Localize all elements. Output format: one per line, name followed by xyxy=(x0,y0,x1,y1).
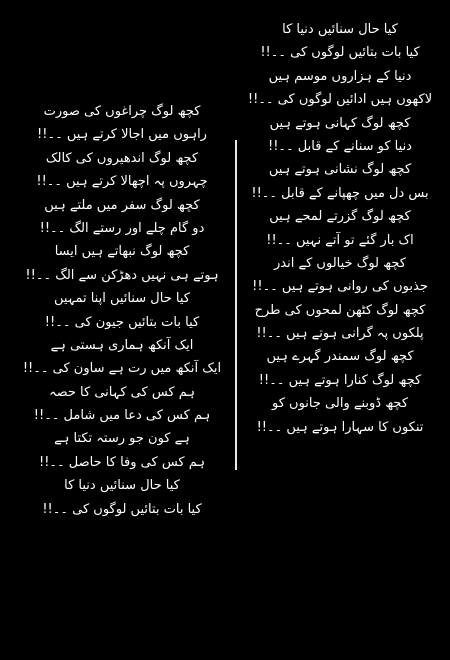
poem-line: کچھ لوگ گزرتے لمحے ہیں xyxy=(269,209,411,225)
poem-line: کیا حال سنائیں دنیا کا xyxy=(282,22,398,37)
poem-line: کیا حال سنائیں اپنا تمہیں xyxy=(54,291,190,307)
poem-line: ہم کس کی دعا میں شامل ۔۔!! xyxy=(33,408,211,424)
poem-line: دنیا کے ہزاروں موسم ہیں xyxy=(268,68,412,84)
poem-line: کچھ لوگ نشانی ہوتے ہیں xyxy=(268,162,412,178)
poem-line: کچھ لوگ خیالوں کے اندر xyxy=(274,255,406,271)
poem-line: کچھ لوگ چراغوں کی صورت xyxy=(43,104,201,119)
poem-line: چہروں پہ اچھالا کرتے ہیں ۔۔!! xyxy=(36,174,208,190)
poem-line: ایک آنکھ میں رت ہے ساون کی ۔۔!! xyxy=(22,361,222,377)
poem-line: کچھ لوگ سمندر گہرے ہیں xyxy=(266,349,414,365)
poem-line: کچھ لوگ کہانی ہوتے ہیں xyxy=(269,115,411,131)
poem-line: کچھ لوگ کنارا ہوتے ہیں ۔۔!! xyxy=(258,372,422,388)
poem-line: ہم کس کی وفا کا حاصل ۔۔!! xyxy=(39,454,205,470)
poem-line: دنیا کو سنانے کے قابل ۔۔!! xyxy=(268,138,412,154)
poem-line: کچھ لوگ نبھاتے ہیں ایسا xyxy=(54,244,190,260)
poem-line: کیا بات بتائیں لوگوں کی ۔۔!! xyxy=(42,501,202,517)
poem-line: اک بار گئے تو آتے نہیں ۔۔!! xyxy=(266,232,414,248)
poem-line: جذبوں کی روانی ہوتے ہیں ۔۔!! xyxy=(252,279,428,295)
poem-line: کیا بات بتائیں جیون کی ۔۔!! xyxy=(44,314,200,330)
poem-line: کچھ لوگ اندھیروں کی کالک xyxy=(45,150,199,166)
poem-line: کچھ ڈوبنے والی جانوں کو xyxy=(271,396,409,412)
poem-line: کیا بات بتائیں لوگوں کی ۔۔!! xyxy=(260,45,420,61)
poem-line: ہے کون جو رستہ تکتا ہے xyxy=(54,431,190,447)
poem-left-column xyxy=(14,100,230,521)
poem-line: ایک آنکھ ہماری ہستی ہے xyxy=(50,337,194,353)
poem-line: بس دل میں چھپانے کے قابل ۔۔!! xyxy=(251,185,429,201)
poem-line: دو گام چلے اور رستے الگ ۔۔!! xyxy=(39,220,205,236)
poem-line: ہوتے ہی نہیں دھڑکن سے الگ ۔۔!! xyxy=(25,267,219,283)
poem-line: راہوں میں اجالا کرتے ہیں ۔۔!! xyxy=(37,127,207,143)
poem-right-column xyxy=(240,18,440,439)
poem-line: تنکوں کا سہارا ہوتے ہیں ۔۔!! xyxy=(256,419,424,435)
poem-line: کچھ لوگ کٹھن لمحوں کی طرح xyxy=(254,302,426,318)
poem-line: ہم کس کی کہانی کا حصہ xyxy=(48,384,195,400)
poem-line: کیا حال سنائیں دنیا کا xyxy=(64,478,180,494)
poem-line: پلکوں پہ گرانی ہوتے ہیں ۔۔!! xyxy=(256,326,424,342)
poem-line: لاکھوں ہیں ادائیں لوگوں کی ۔۔!! xyxy=(247,92,433,108)
column-divider xyxy=(235,140,237,470)
poem-line: کچھ لوگ سفر میں ملتے ہیں xyxy=(44,197,200,213)
